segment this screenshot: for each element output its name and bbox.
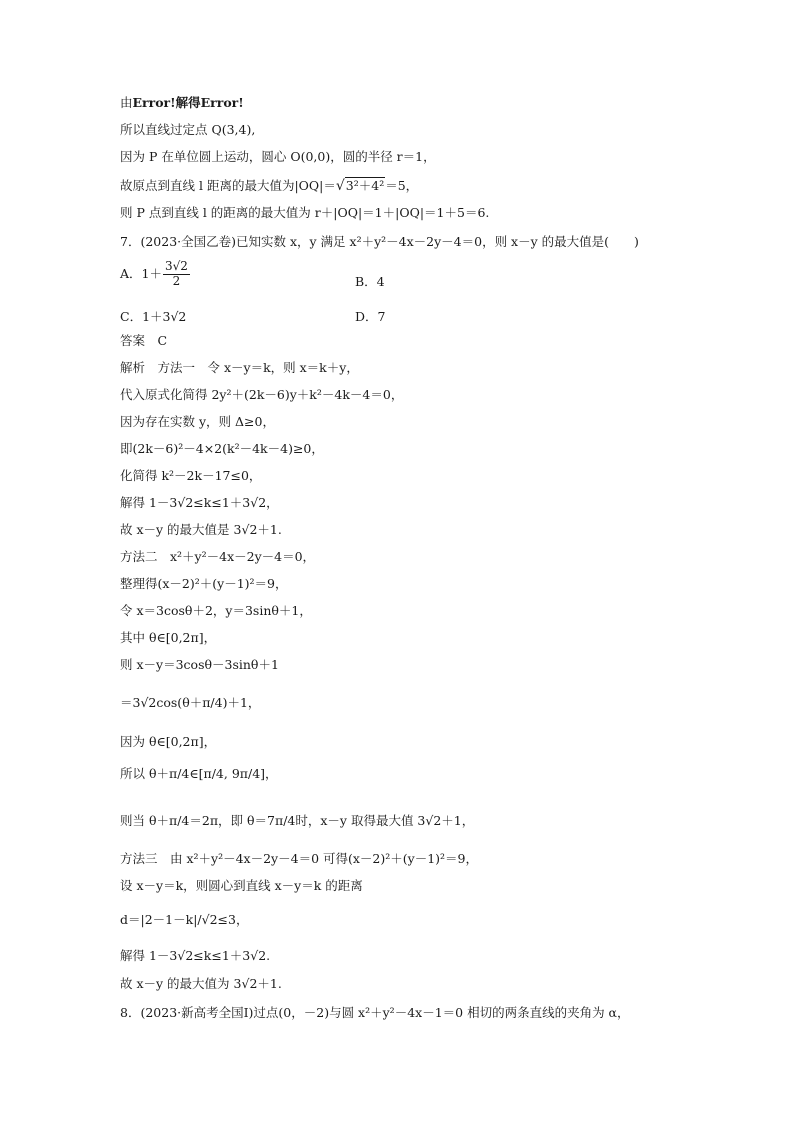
solution-line: 解得 1－3√2≤k≤1＋3√2，	[120, 495, 279, 510]
solution-line: 故 x－y 的最大值是 3√2＋1.	[120, 522, 282, 537]
question-7-stem: 7．(2023·全国乙卷)已知实数 x，y 满足 x²＋y²－4x－2y－4＝0，则 x－y 的最大值是( )	[120, 234, 639, 249]
solution-line: 其中 θ∈[0,2π]，	[120, 630, 217, 645]
solution-line: 则 x－y＝3cosθ－3sinθ＋1	[120, 657, 279, 672]
option-c: C．1＋3√2	[120, 309, 187, 324]
question-8-stem: 8．(2023·新高考全国Ⅰ)过点(0，－2)与圆 x²＋y²－4x－1＝0 相切的两条直线的夹角为 α，	[120, 1005, 630, 1020]
intro-line-4: 故原点到直线 l 距离的最大值为|OQ|＝√3²＋4²＝5，	[120, 178, 419, 194]
solution-line: 因为 θ∈[0,2π]，	[120, 734, 217, 749]
solution-line: 整理得(x－2)²＋(y－1)²＝9，	[120, 576, 288, 591]
solution-line: 即(2k－6)²－4×2(k²－4k－4)≥0，	[120, 441, 324, 456]
solution-line: 令 x＝3cosθ＋2，y＝3sinθ＋1，	[120, 603, 312, 618]
option-b: B．4	[355, 274, 385, 289]
solution-line: 故 x－y 的最大值为 3√2＋1.	[120, 976, 282, 991]
solution-line: 设 x－y＝k，则圆心到直线 x－y＝k 的距离	[120, 878, 363, 893]
solution-line: d＝|2－1－k|/√2≤3，	[120, 912, 249, 927]
solution-line: 因为存在实数 y，则 Δ≥0，	[120, 414, 275, 429]
intro-line-5: 则 P 点到直线 l 的距离的最大值为 r＋|OQ|＝1＋|OQ|＝1＋5＝6.	[120, 205, 490, 220]
intro-line-2: 所以直线过定点 Q(3,4),	[120, 122, 256, 137]
solution-line: 代入原式化简得 2y²＋(2k－6)y＋k²－4k－4＝0，	[120, 387, 404, 402]
solution-line: 化简得 k²－2k－17≤0，	[120, 468, 262, 483]
solution-line: 方法三 由 x²＋y²－4x－2y－4＝0 可得(x－2)²＋(y－1)²＝9，	[120, 851, 479, 866]
option-a: A．1＋ $\frac{3√2}{2}$	[120, 259, 188, 288]
error-text: Error	[200, 95, 239, 110]
intro-line-3: 因为 P 在单位圆上运动，圆心 O(0,0)，圆的半径 r＝1，	[120, 149, 436, 164]
solution-line: 解得 1－3√2≤k≤1＋3√2.	[120, 948, 271, 963]
solution-line: 方法二 x²＋y²－4x－2y－4＝0，	[120, 549, 316, 564]
error-text: Error	[132, 95, 171, 110]
solution-line: ＝3√2cos(θ＋π/4)＋1，	[120, 695, 261, 710]
solution-line: 则当 θ＋π/4＝2π，即 θ＝7π/4时，x－y 取得最大值 3√2＋1，	[120, 813, 475, 828]
answer-line: 答案 C	[120, 333, 168, 348]
solution-line: 所以 θ＋π/4∈[π/4, 9π/4]，	[120, 766, 278, 781]
option-d: D．7	[355, 309, 386, 324]
solution-line: 解析 方法一 令 x－y＝k，则 x＝k＋y，	[120, 360, 359, 375]
intro-line-1: 由Error!解得Error!	[120, 95, 244, 110]
